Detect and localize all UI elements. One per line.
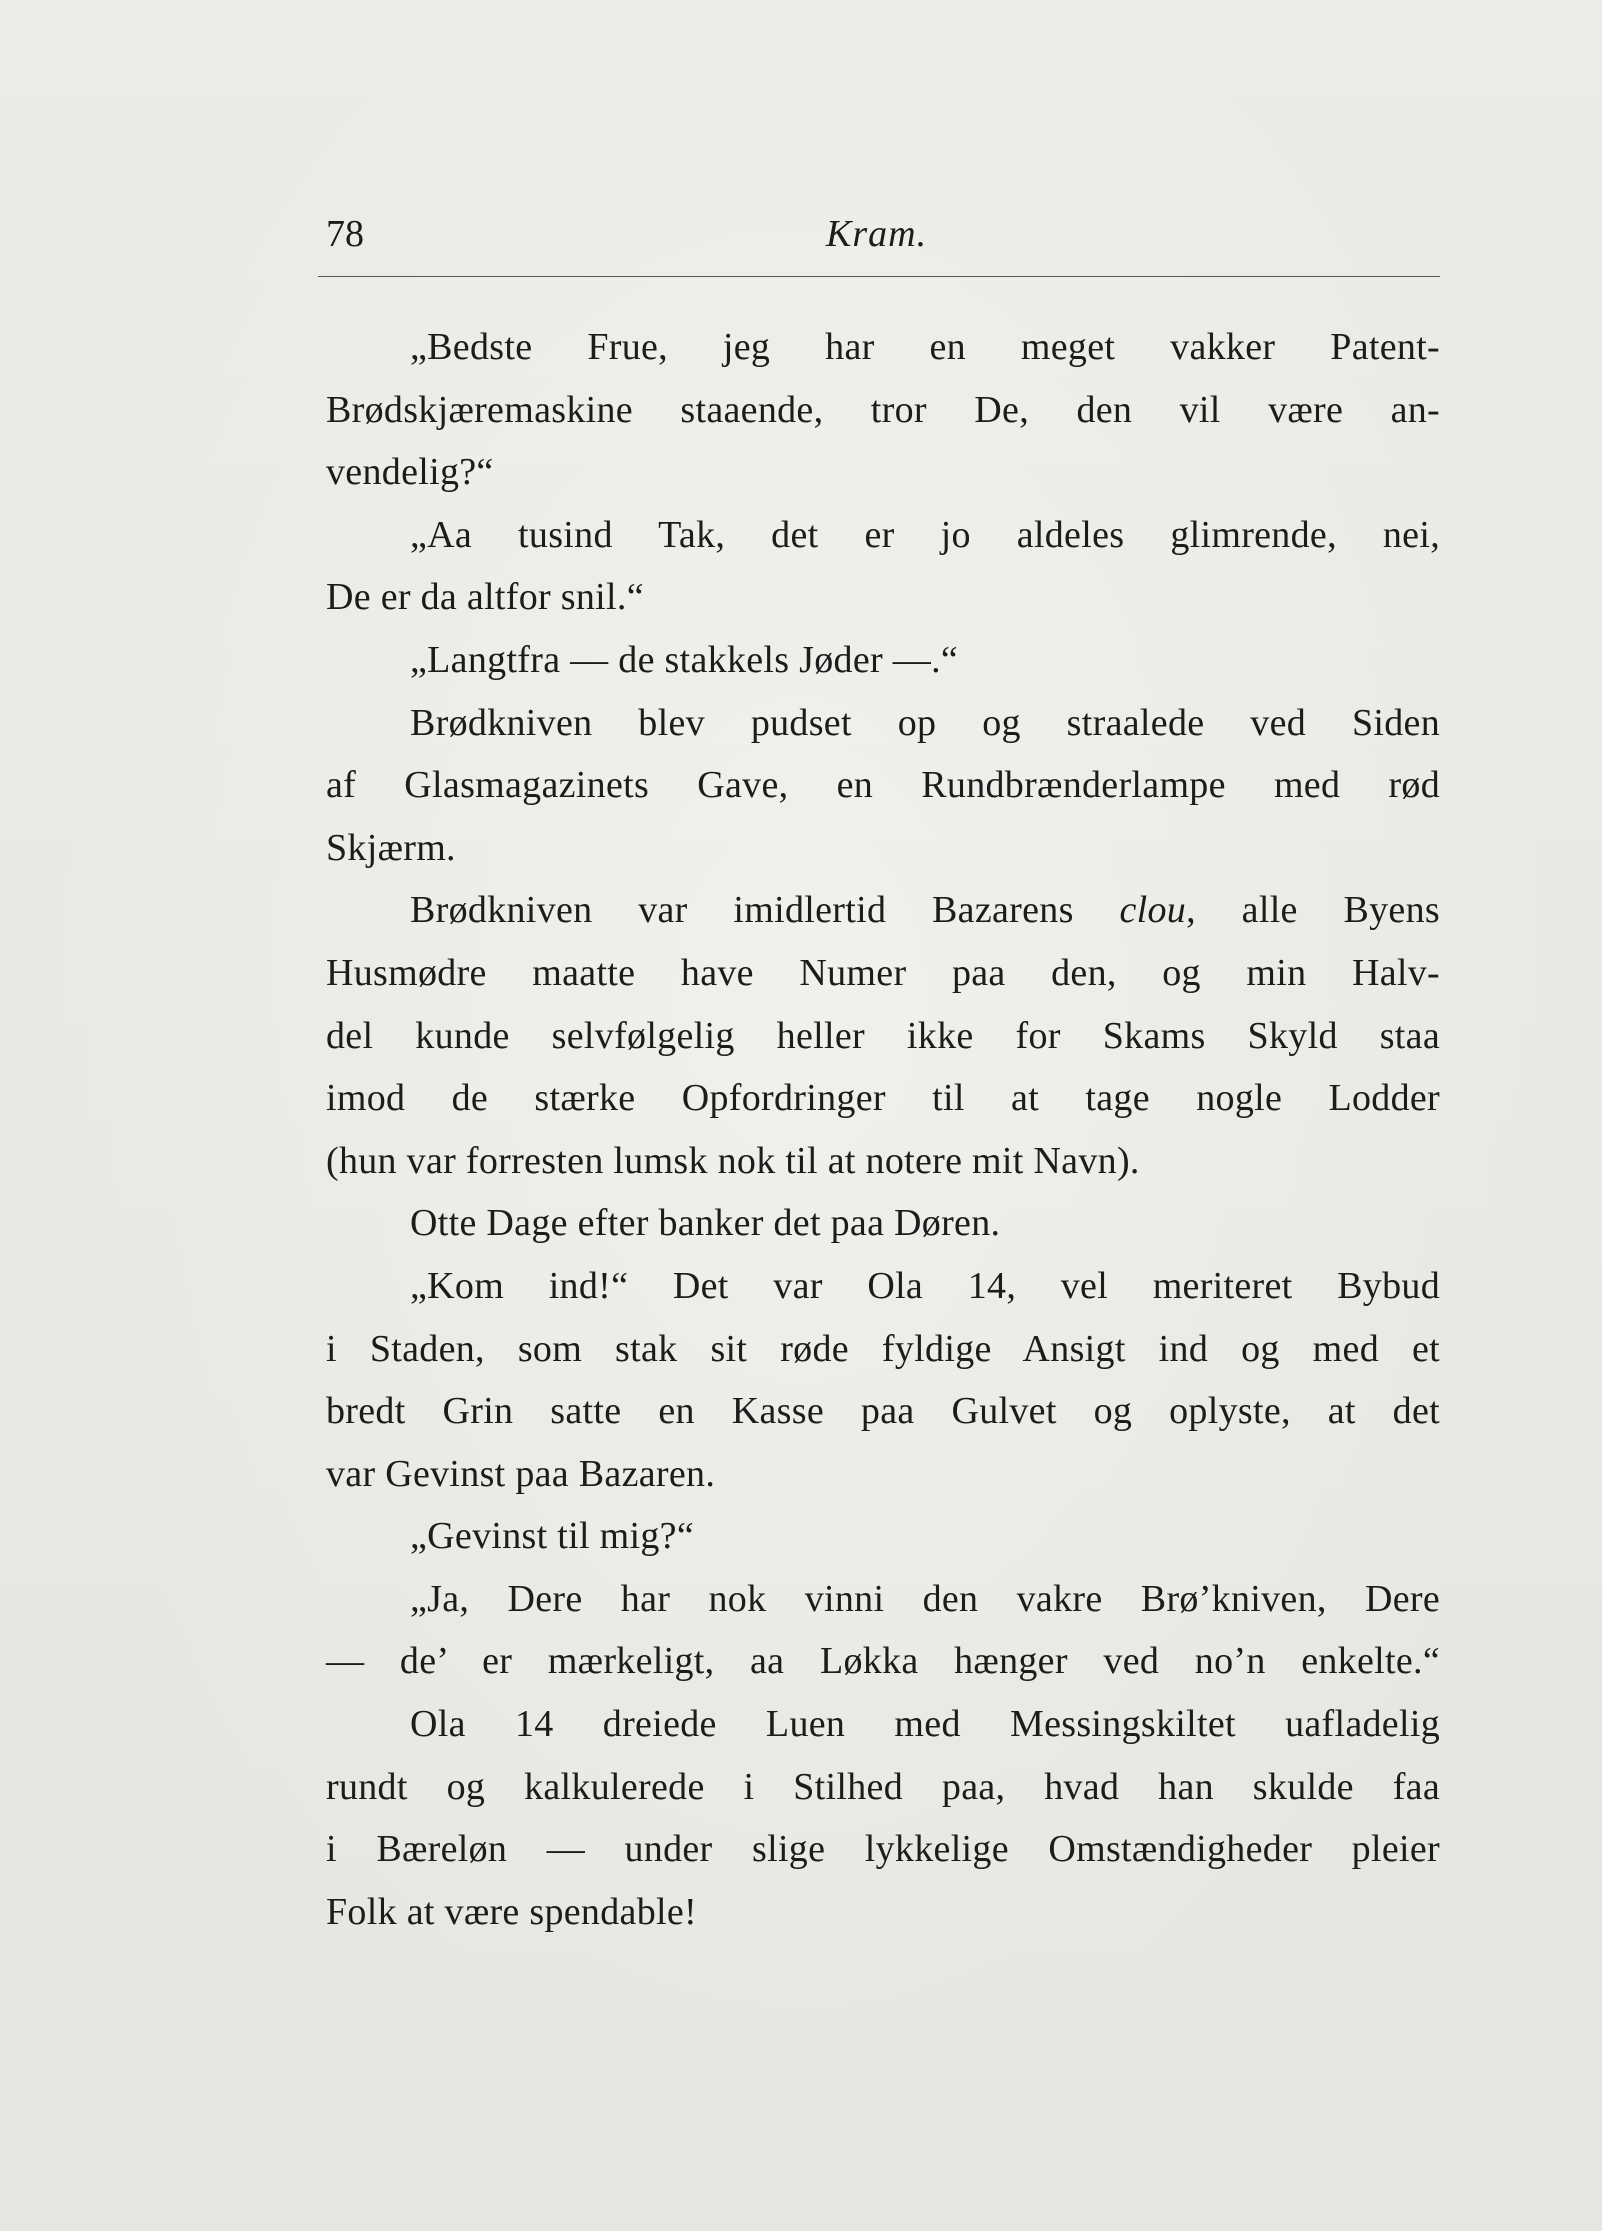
text-segment: Brødkniven var imidlertid Bazarens [410,889,1120,932]
running-title: Kram. [826,213,928,255]
text-line: — de’ er mærkeligt, aa Løkka hænger ved no’n enkelte.“ [326,1640,1440,1683]
italic-term: clou [1119,889,1187,932]
text-line: bredt Grin satte en Kasse paa Gulvet og oplyste, at det [326,1390,1440,1433]
text-line: De er da altfor snil.“ [326,576,644,619]
text-line: Brødskjæremaskine staaende, tror De, den vil være an- [326,388,1440,431]
text-line: Brødkniven blev pudset op og straalede ved Siden [410,701,1440,744]
text-line: i Staden, som stak sit røde fyldige Ansigt ind og med et [326,1327,1440,1370]
text-line: imod de stærke Opfordringer til at tage nogle Lodder [326,1077,1440,1120]
text-line-mixed [326,879,1440,942]
header-rule [318,276,1440,277]
text-line: Husmødre maatte have Numer paa den, og min Halv- [326,951,1440,994]
text-line: Ola 14 dreiede Luen med Messingskiltet uafladelig [410,1703,1440,1746]
text-line: i Bæreløn — under slige lykkelige Omstændigheder pleier [326,1828,1440,1871]
page-number: 78 [326,213,364,255]
text-line: Folk at være spendable! [326,1890,697,1933]
text-line: „Kom ind!“ Det var Ola 14, vel meriteret Bybud [410,1264,1440,1307]
text-line: „Langtfra — de stakkels Jøder —.“ [410,638,959,681]
text-line: Skjærm. [326,826,456,869]
text-line: (hun var forresten lumsk nok til at notere mit Navn). [326,1139,1140,1182]
text-line: „Bedste Frue, jeg har en meget vakker Patent- [410,326,1440,368]
text-line: „Aa tusind Tak, det er jo aldeles glimrende, nei, [410,513,1440,556]
text-line: del kunde selvfølgelig heller ikke for Skams Skyld staa [326,1014,1440,1057]
page-header [326,208,1440,260]
text-segment: , alle Byens [1186,889,1440,932]
body-text [326,316,1440,1943]
text-line: vendelig?“ [326,451,494,494]
text-line: rundt og kalkulerede i Stilhed paa, hvad han skulde faa [326,1765,1440,1808]
text-line: var Gevinst paa Bazaren. [326,1452,716,1495]
text-line: „Ja, Dere har nok vinni den vakre Brø’kniven, Dere [410,1577,1440,1620]
text-line: af Glasmagazinets Gave, en Rundbrænderlampe med rød [326,764,1440,807]
text-line: „Gevinst til mig?“ [410,1515,694,1558]
text-line: Otte Dage efter banker det paa Døren. [410,1202,1001,1245]
